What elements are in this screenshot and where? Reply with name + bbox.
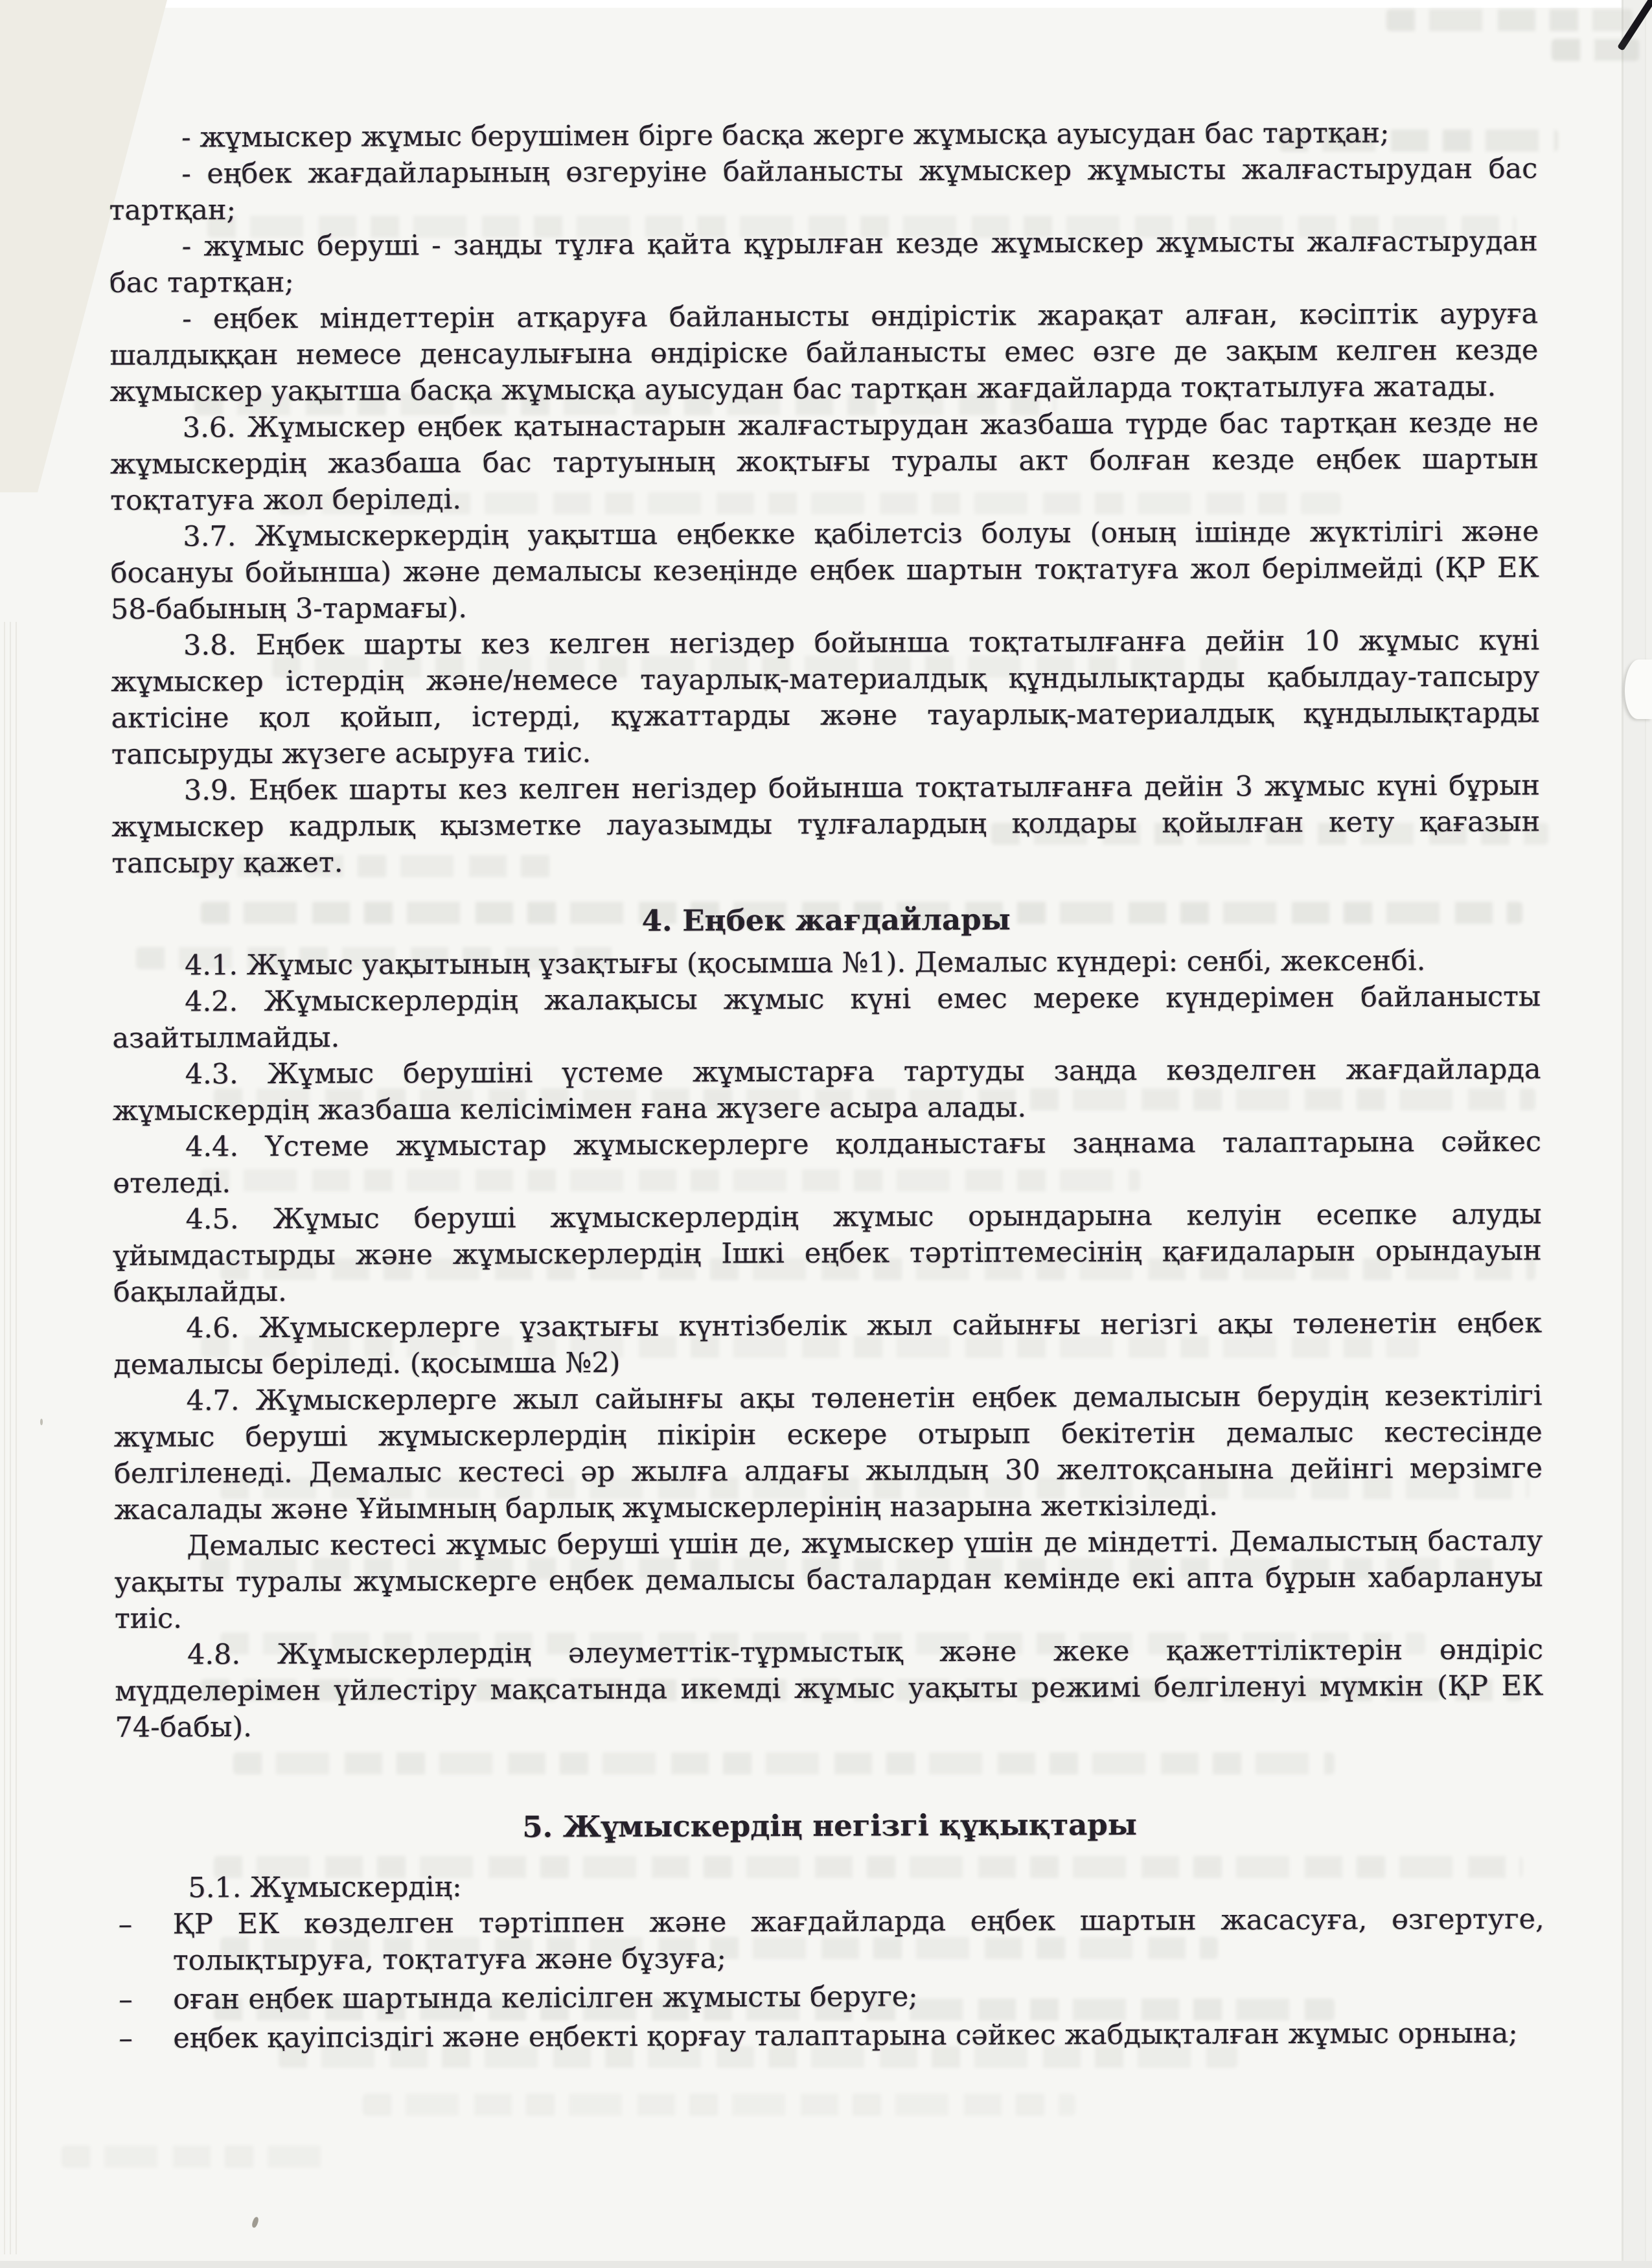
clause-4-7: 4.7. Жұмыскерлерге жыл сайынғы ақы төленетін еңбек демалысын берудің кезектілігі жұмыс беруші жұмыскерлердің пікірін ескере отырып бекітетін демалыс кестесінде белгіленеді. Демалыс кестесі әр жылға алдағы жылдың 30 желтоқсанына дейінгі мерзімге жасалады және Ұйымның барлық жұмыскерлерінің назарына жеткізіледі. bbox=[113, 1379, 1543, 1526]
bleedthrough-ghost-line bbox=[1552, 39, 1639, 61]
worker-right-item: – оған еңбек шартында келісілген жұмысты беруге; bbox=[116, 1976, 1544, 2018]
paper-stack-edge-lines bbox=[4, 622, 18, 2254]
clause-4-5: 4.5. Жұмыс беруші жұмыскерлердің жұмыс орындарына келуін есепке алуды ұйымдастырды және жұмыскерлердің Ішкі еңбек тәртіптемесінің қағидаларын орындауын бақылайды. bbox=[113, 1198, 1542, 1309]
clause-4-7-continued: Демалыс кестесі жұмыс беруші үшін де, жұмыскер үшін де міндетті. Демалыстың басталу уақыты туралы жұмыскерге еңбек демалысы басталардан кемінде екі апта бұрын хабарлануы тиіс. bbox=[114, 1524, 1543, 1635]
termination-bullet-3: - жұмыс беруші - заңды тұлға қайта құрылған кезде жұмыскер жұмысты жалғастырудан бас тартқан; bbox=[109, 225, 1538, 299]
clause-4-4: 4.4. Үстеме жұмыстар жұмыскерлерге қолданыстағы заңнама талаптарына сәйкес өтеледі. bbox=[113, 1125, 1542, 1200]
clause-4-1: 4.1. Жұмыс уақытының ұзақтығы (қосымша №1). Демалыс күндері: сенбі, жексенбі. bbox=[184, 945, 1426, 982]
clause-5-1-intro: 5.1. Жұмыскердің: bbox=[188, 1870, 462, 1905]
clause-3-6: 3.6. Жұмыскер еңбек қатынастарын жалғастырудан жазбаша түрде бас тартқан кезде не жұмыскердің жазбаша бас тартуының жоқтығы туралы акт болған кезде еңбек шартын тоқтатуға жол беріледі. bbox=[109, 406, 1539, 517]
clause-3-8: 3.8. Еңбек шарты кез келген негіздер бойынша тоқтатылғанға дейін 10 жұмыс күні жұмыскер істердің және/немесе тауарлық-материалдық құндылықтарды қабылдау-тапсыру актісіне қол қойып, істерді, құжаттарды және тауарлық-материалдық құндылықтарды тапсыруды жүзеге асыруға тиіс. bbox=[111, 624, 1540, 771]
clause-4-8: 4.8. Жұмыскерлердің әлеуметтік-тұрмыстық және жеке қажеттіліктерін өндіріс мүдделерімен үйлестіру мақсатында икемді жұмыс уақыты режимі белгіленуі мүмкін (ҚР ЕК 74-бабы). bbox=[115, 1633, 1544, 1744]
clause-4-3: 4.3. Жұмыс берушіні үстеме жұмыстарға тартуды заңда көзделген жағдайларда жұмыскердің жазбаша келісімімен ғана жүзеге асыра алады. bbox=[112, 1053, 1541, 1127]
clause-4-2: 4.2. Жұмыскерлердің жалақысы жұмыс күні емес мереке күндерімен байланысты азайтылмайды. bbox=[112, 980, 1541, 1055]
clause-4-6: 4.6. Жұмыскерлерге ұзақтығы күнтізбелік жыл сайынғы негізгі ақы төленетін еңбек демалысы беріледі. (қосымша №2) bbox=[113, 1307, 1543, 1381]
termination-bullet-2: - еңбек жағдайларының өзгеруіне байланысты жұмыскер жұмысты жалғастырудан бас тартқан; bbox=[109, 152, 1538, 227]
ink-speck bbox=[40, 1419, 43, 1425]
section-4-title: 4. Еңбек жағдайлары bbox=[641, 902, 1011, 938]
clause-3-9: 3.9. Еңбек шарты кез келген негіздер бойынша тоқтатылғанға дейін 3 жұмыс күні бұрын жұмыскер кадрлық қызметке лауазымды тұлғалардың қолдары қойылған кету қағазын тапсыру қажет. bbox=[111, 769, 1541, 880]
worker-rights-list bbox=[116, 1901, 1545, 2057]
scanner-bottom-edge bbox=[0, 2261, 1652, 2268]
termination-bullet-4: - еңбек міндеттерін атқаруға байланысты өндірістік жарақат алған, кәсіптік ауруға шалдыққан немесе денсаулығына өндіріске байланысты емес өзге де зақым келген кезде жұмыскер уақытша басқа жұмысқа ауысудан бас тартқан жағдайларда тоқтатылуға жатады. bbox=[109, 297, 1539, 408]
page-edge-band bbox=[1622, 0, 1652, 2268]
scanner-edge-strip bbox=[0, 0, 1652, 8]
bleedthrough-ghost-line bbox=[363, 2094, 1075, 2116]
document-text bbox=[109, 115, 1544, 2059]
worker-right-item: – еңбек қауіпсіздігі және еңбекті қорғау талаптарына сәйкес жабдықталған жұмыс орнына; bbox=[116, 2015, 1544, 2057]
termination-bullet-1: - жұмыскер жұмыс берушімен бірге басқа жерге жұмысқа ауысудан бас тартқан; bbox=[181, 117, 1390, 154]
worker-right-item: – ҚР ЕК көзделген тәртіппен және жағдайларда еңбек шартын жасасуға, өзгертуге, толықтыруға, тоқтатуға және бұзуға; bbox=[116, 1901, 1544, 1979]
ink-speck bbox=[251, 2216, 260, 2228]
torn-paper-notch bbox=[1625, 659, 1652, 719]
bleedthrough-ghost-line bbox=[1386, 9, 1633, 31]
clause-3-7: 3.7. Жұмыскеркердің уақытша еңбекке қабілетсіз болуы (оның ішінде жүктілігі және босануы бойынша) және демалысы кезеңінде еңбек шартын тоқтатуға жол берілмейді (ҚР ЕК 58-бабының 3-тармағы). bbox=[110, 515, 1539, 626]
bleedthrough-ghost-line bbox=[62, 2146, 334, 2168]
section-5-title: 5. Жұмыскердің негізгі құқықтары bbox=[522, 1807, 1138, 1844]
